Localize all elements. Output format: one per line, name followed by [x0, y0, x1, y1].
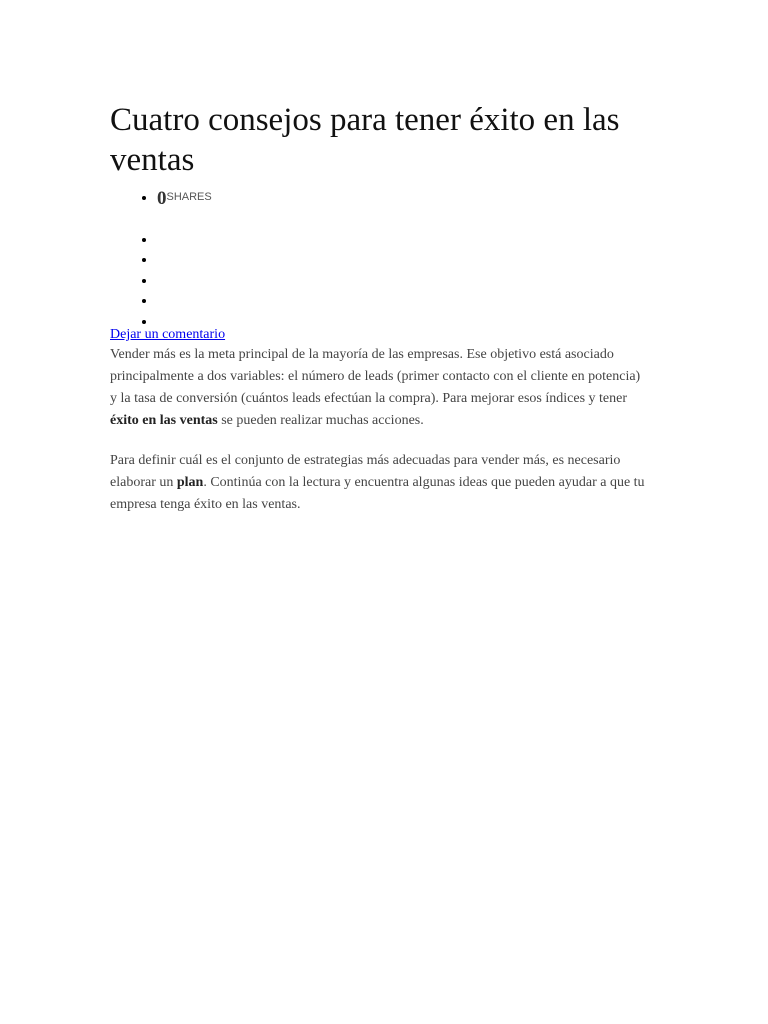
paragraph-2-text-end: . Continúa con la lectura y encuentra algunas ideas que pueden ayudar a que tu empresa tenga éxito en las ventas.	[110, 474, 645, 512]
share-button-3[interactable]	[157, 271, 650, 291]
paragraph-1-text-end: se pueden realizar muchas acciones.	[217, 412, 424, 428]
share-button-2[interactable]	[157, 250, 650, 270]
shares-counter	[157, 188, 650, 208]
share-button-4[interactable]	[157, 291, 650, 311]
paragraph-1-bold: éxito en las ventas	[110, 412, 218, 428]
paragraph-1-text-start: Vender más es la meta principal de la mayoría de las empresas. Ese objetivo está asociado principalmente a dos variables: el número de leads (primer contacto con el cliente en potencia) y la tasa de conversión (cuántos leads efectúan la compra). Para mejorar esos índices y tener	[110, 346, 641, 406]
share-list-spacer	[157, 208, 650, 230]
leave-comment-link[interactable]: Dejar un comentario	[110, 326, 226, 342]
article-title: Cuatro consejos para tener éxito en las ventas	[110, 102, 620, 178]
article	[110, 100, 650, 516]
share-list	[110, 188, 650, 332]
paragraph-1	[110, 344, 650, 432]
shares-label: SHARES	[166, 191, 212, 203]
paragraph-2-bold: plan	[176, 474, 204, 490]
paragraph-2-text-start: Para definir cuál es el conjunto de estrategias más adecuadas para vender más, es necesario elaborar un	[110, 452, 621, 490]
share-button-1[interactable]	[157, 230, 650, 250]
shares-count: 0	[157, 188, 167, 210]
paragraph-2	[110, 450, 650, 516]
